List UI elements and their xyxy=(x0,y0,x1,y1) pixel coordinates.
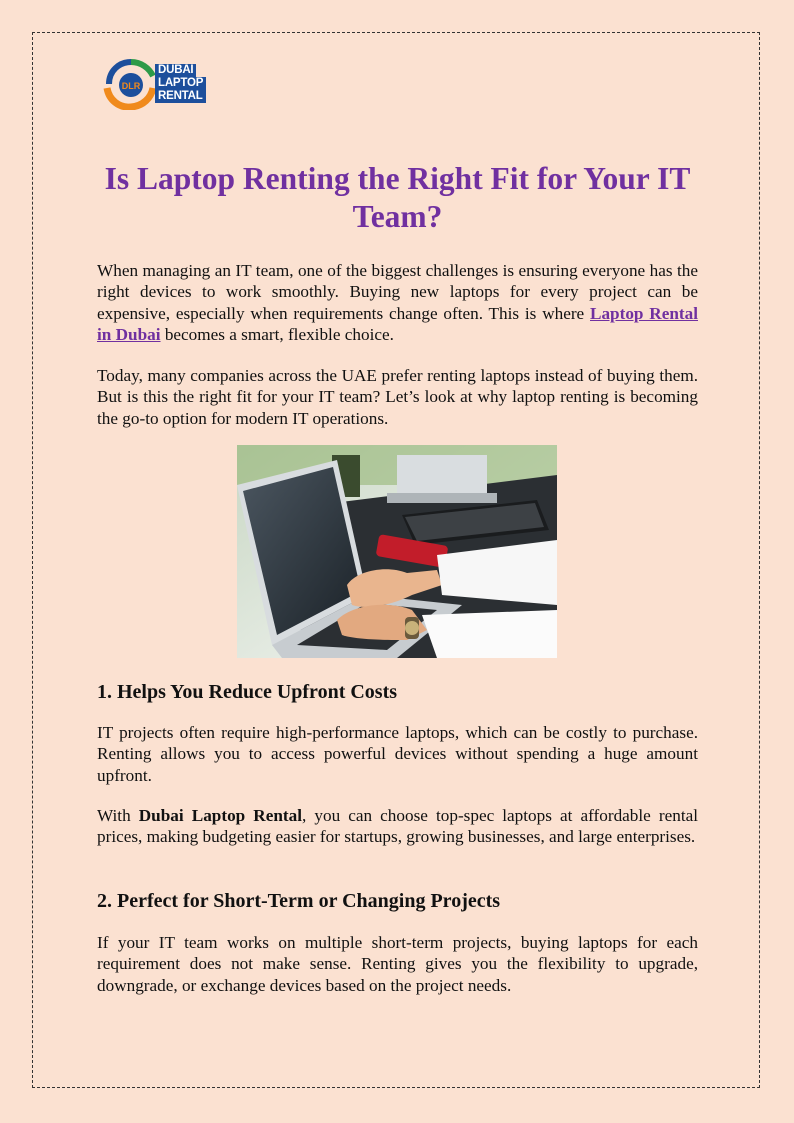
laptop-photo xyxy=(237,445,557,658)
logo-line-1: DUBAI xyxy=(155,64,196,77)
logo-line-2: LAPTOP xyxy=(155,77,206,90)
section2-heading: 2. Perfect for Short-Term or Changing Projects xyxy=(97,890,501,912)
section1-p2-start: With xyxy=(97,806,139,825)
second-paragraph: Today, many companies across the UAE prefer renting laptops instead of buying them. But is this the right fit for your IT team? Let’s look at why laptop renting is becoming the go-to option for modern IT operations. xyxy=(97,366,698,428)
logo-line-3: RENTAL xyxy=(155,90,206,103)
dubai-laptop-rental-bold: Dubai Laptop Rental xyxy=(138,806,303,825)
intro-paragraph xyxy=(97,260,698,346)
laptop-rental-dubai-link[interactable]: Laptop Rental in Dubai xyxy=(97,303,698,345)
section2-paragraph-1: If your IT team works on multiple short-term projects, buying laptops for each requirement does not make sense. Renting gives you the flexibility to upgrade, downgrade, or exchange devices based on the project needs. xyxy=(97,933,698,995)
logo-badge-text: DLR xyxy=(121,81,141,91)
company-logo xyxy=(103,58,225,110)
page-title: Is Laptop Renting the Right Fit for Your IT Team? xyxy=(104,161,691,234)
section1-paragraph-2 xyxy=(97,805,698,848)
section1-paragraph-1: IT projects often require high-performance laptops, which can be costly to purchase. Renting allows you to access powerful devices without spending a huge amount upfront. xyxy=(97,723,698,785)
logo-emblem-icon xyxy=(103,58,159,110)
intro-text-end: becomes a smart, flexible choice. xyxy=(160,325,394,345)
section1-p2-end: , you can choose top-spec laptops at affordable rental prices, making budgeting easier for startups, growing businesses, and large enterprises. xyxy=(97,806,698,847)
intro-text-start: When managing an IT team, one of the biggest challenges is ensuring everyone has the right devices to work smoothly. Buying new laptops for every project can be expensive, especially when requirements change often. This is where xyxy=(97,261,698,323)
section1-heading: 1. Helps You Reduce Upfront Costs xyxy=(97,681,398,703)
